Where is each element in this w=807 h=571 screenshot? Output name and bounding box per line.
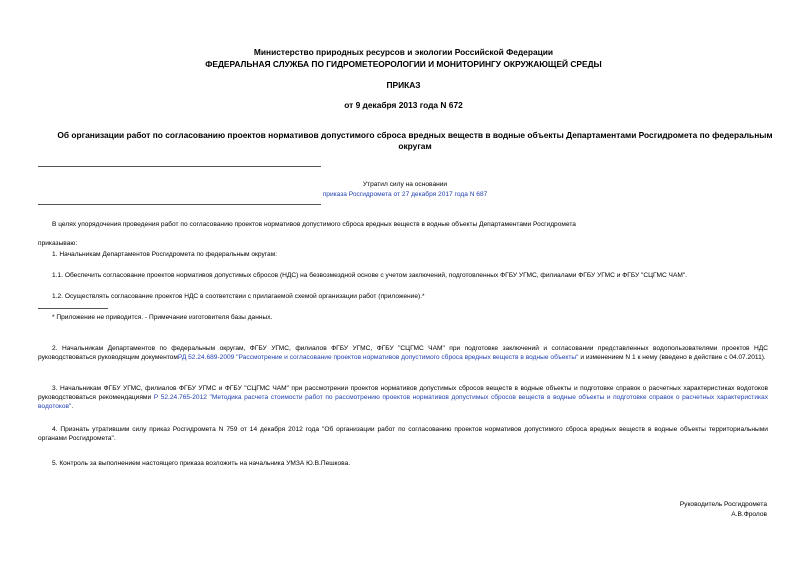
item-4-text: 4. Признать утратившим силу приказ Росгидромета N 759 от 14 декабря 2012 года "Об организации работ по согласованию проектов нормативов допустимого сброса вредных веществ в водные объекты территориальными органами Росгидромета". (38, 426, 768, 442)
rd-52-24-689-link[interactable]: РД 52.24.689-2009 "Рассмотрение и согласование проектов нормативов допустимого сброса вредных веществ в водные объекты" (177, 354, 579, 361)
separator-line (38, 166, 321, 167)
status-line: Утратил силу на основании (362, 181, 448, 188)
repeal-order-link[interactable]: приказа Росгидромета от 27 декабря 2017 года N 687 (322, 191, 488, 198)
footnote: * Приложение не приводится. - Примечание изготовителя базы данных. (52, 314, 273, 321)
item-5: 5. Контроль за выполнением настоящего приказа возложить на начальника УМЗА Ю.В.Пешкова. (52, 460, 351, 467)
signature-name: А.В.Фролов (731, 511, 767, 518)
item-3 (38, 384, 768, 411)
item-3-text: 3. Начальникам ФГБУ УГМС, филиалов ФГБУ УГМС и ФГБУ "СЦГМС ЧАМ" при рассмотрении проектов нормативов допустимых сбросов веществ в водные объекты и подготовке справок о расчетных характеристиках водотоков руководствоваться рекомендациями (38, 385, 768, 401)
doc-date-number: от 9 декабря 2013 года N 672 (344, 100, 463, 110)
item-3-tail: . (71, 403, 74, 410)
doc-title: Об организации работ по согласованию проектов нормативов допустимого сброса вредных веществ в водные объекты Департаментами Росгидромета по федеральным округам (57, 130, 773, 151)
footnote-separator (38, 308, 108, 309)
item-1: 1. Начальникам Департаментов Росгидромета по федеральным округам: (52, 251, 278, 258)
intro-paragraph: В целях упорядочения проведения работ по согласованию проектов нормативов допустимого сброса вредных веществ в водные объекты Департаментами Росгидромета (52, 221, 576, 228)
item-1-1: 1.1. Обеспечить согласование проектов нормативов допустимых сбросов (НДС) на безвозмездной основе с учетом заключений, подготовленных ФГБУ УГМС, филиалами ФГБУ УГМС и ФГБУ "СЦГМС ЧАМ". (52, 272, 688, 279)
item-2 (38, 344, 768, 362)
item-2-text: 2. Начальникам Департаментов по федеральным округам, ФГБУ УГМС, филиалов ФГБУ УГМС, ФГБУ "СЦГМС ЧАМ" при подготовке заключений и согласовании представленных водопользователями проектов НДС руководствоваться руководящим документом (38, 345, 768, 361)
item-4 (38, 425, 768, 443)
item-1-2: 1.2. Осуществлять согласование проектов НДС в соответствии с прилагаемой схемой организации работ (приложение).* (52, 293, 425, 300)
r-52-24-765-link[interactable]: Р 52.24.765-2012 "Методика расчета стоимости работ по рассмотрению проектов нормативов допустимых сбросов веществ в водные объекты и подготовке справок о расчетных характеристиках водотоков" (38, 394, 768, 410)
separator-line (38, 204, 321, 205)
service-name: ФЕДЕРАЛЬНАЯ СЛУЖБА ПО ГИДРОМЕТЕОРОЛОГИИ И МОНИТОРИНГУ ОКРУЖАЮЩЕЙ СРЕДЫ (205, 59, 602, 69)
order-word: приказываю: (38, 240, 78, 247)
item-2-tail: и изменением N 1 к нему (введено в действие с 04.07.2011). (578, 354, 766, 361)
signature-position: Руководитель Росгидромета (679, 501, 767, 508)
ministry-name: Министерство природных ресурсов и экологии Российской Федерации (253, 47, 554, 57)
doc-type: ПРИКАЗ (386, 80, 421, 90)
